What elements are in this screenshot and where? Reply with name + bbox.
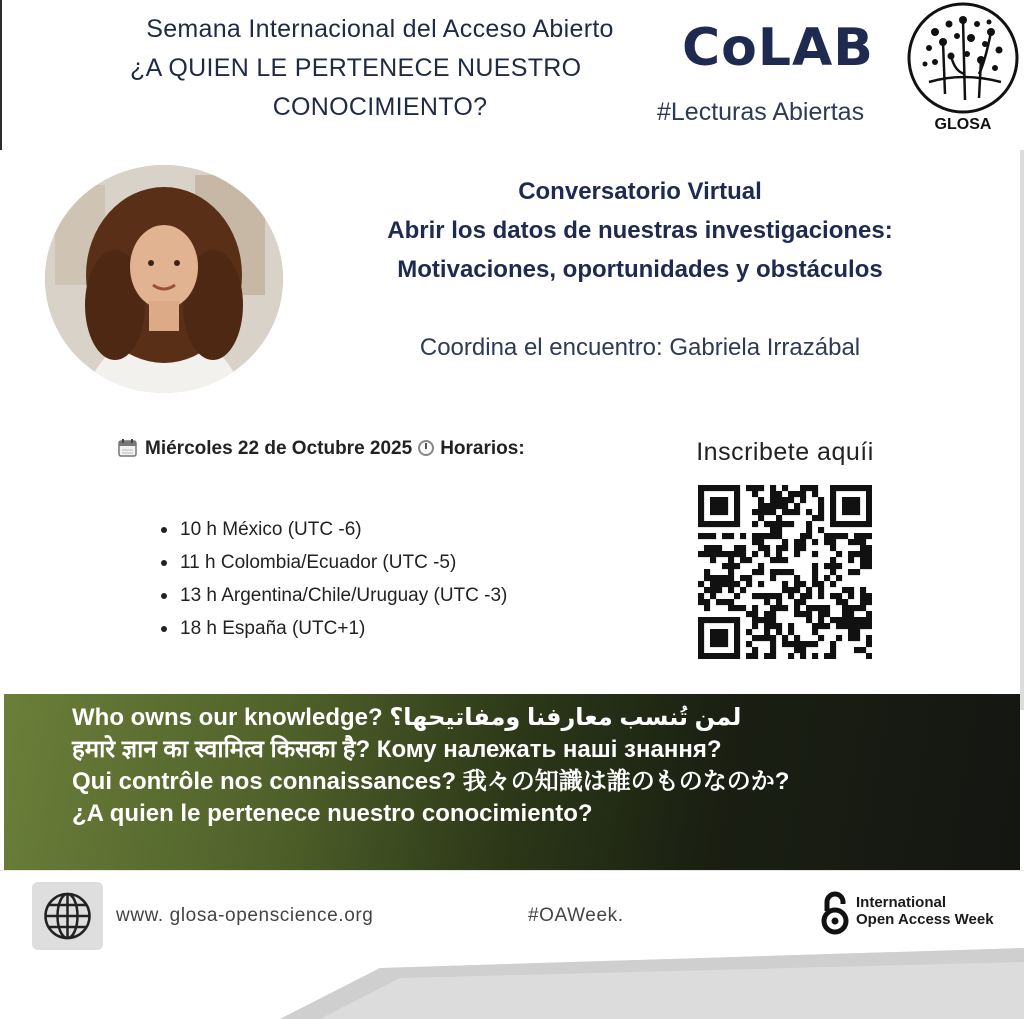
globe-icon: [32, 882, 103, 950]
event-block: [300, 172, 980, 289]
speaker-portrait-illustration: [45, 165, 283, 393]
oa-week-line-2: Open Access Week: [856, 911, 994, 928]
globe-button[interactable]: [32, 882, 103, 950]
brand-name: CoLAB: [682, 18, 874, 78]
header-line-3: CONOCIMIENTO?: [272, 93, 488, 121]
header-hashtag: #Lecturas Abiertas: [657, 98, 865, 126]
oa-week-text: [856, 894, 994, 928]
qr-code-icon[interactable]: [698, 485, 872, 659]
clock-icon: [418, 440, 434, 456]
banner-line-1: Who owns our knowledge? لمن تُنسب معارفنا ومفاتيحها؟: [72, 704, 742, 731]
schedule-time-item: 18 h España (UTC+1): [158, 612, 507, 645]
event-kind: Conversatorio Virtual: [518, 178, 762, 205]
website-link[interactable]: www. glosa-openscience.org: [116, 905, 374, 926]
schedule-date: Miércoles 22 de Octubre 2025: [145, 438, 413, 459]
banner-line-2: हमारे ज्ञान का स्वामित्व किसका है? Кому належать наші знання?: [72, 736, 722, 763]
logo-label: GLOSA: [934, 116, 992, 133]
event-title-2: Motivaciones, oportunidades y obstáculos: [397, 256, 883, 283]
schedule-header: [118, 438, 525, 460]
left-edge: [0, 0, 2, 150]
oaweek-hashtag: #OAWeek.: [528, 905, 624, 926]
schedule-label: Horarios:: [440, 438, 525, 459]
schedule-time-item: 10 h México (UTC -6): [158, 513, 507, 546]
header-line-2: ¿A QUIEN LE PERTENECE NUESTRO: [130, 54, 582, 82]
schedule-time-item: 11 h Colombia/Ecuador (UTC -5): [158, 546, 507, 579]
multilingual-banner: [4, 694, 1020, 870]
open-access-week-logo: [820, 890, 1020, 938]
glosa-logo-icon: [905, 2, 1021, 118]
banner-text-block: [72, 702, 1012, 830]
right-edge: [1020, 150, 1024, 710]
header-line-1: Semana Internacional del Acceso Abierto: [146, 15, 614, 43]
schedule-times-list: [158, 513, 507, 645]
footer-grey-band: [0, 948, 1024, 1019]
open-access-lock-icon: [820, 890, 850, 936]
banner-line-3: Qui contrôle nos connaissances? 我々の知識は誰のものなのか?: [72, 768, 790, 795]
signup-qr-code[interactable]: [698, 485, 872, 659]
signup-label: Inscribete aquíi: [696, 438, 874, 466]
schedule-time-item: 13 h Argentina/Chile/Uruguay (UTC -3): [158, 579, 507, 612]
event-title-1: Abrir los datos de nuestras investigaciones:: [387, 217, 893, 244]
oa-week-line-1: International: [856, 894, 947, 911]
footer-divider: [0, 870, 1024, 871]
banner-line-4: ¿A quien le pertenece nuestro conocimiento?: [72, 800, 593, 827]
speaker-photo: [45, 165, 283, 393]
glosa-logo: [905, 2, 1021, 142]
header-title-block: [30, 10, 730, 127]
calendar-icon: [118, 438, 137, 457]
event-coordinator: Coordina el encuentro: Gabriela Irrazábal: [419, 334, 861, 361]
